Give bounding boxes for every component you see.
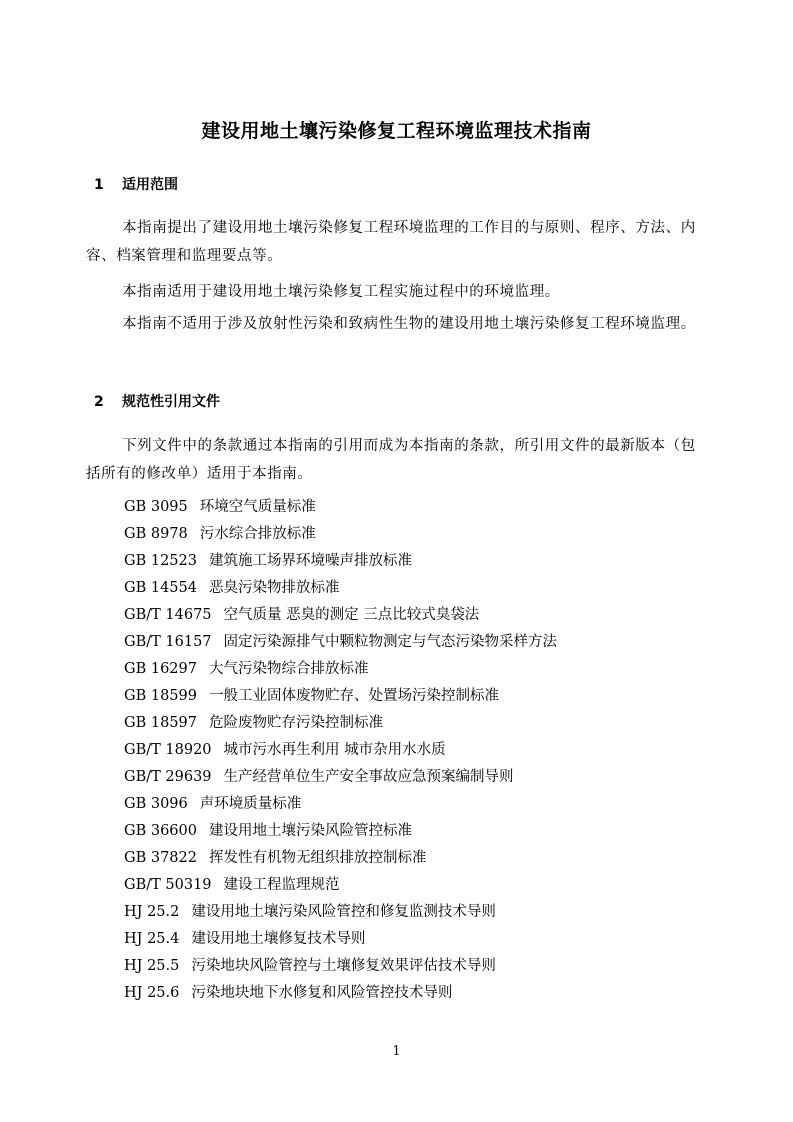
reference-name: 挥发性有机物无组织排放控制标准 (208, 850, 427, 866)
reference-name: 污水综合排放标准 (199, 526, 316, 542)
reference-code: GB/T 18920 (124, 742, 212, 758)
reference-name: 环境空气质量标准 (199, 499, 316, 515)
reference-code: GB/T 14675 (124, 607, 212, 623)
section-1-paragraph: 本指南提出了建设用地土壤污染修复工程环境监理的工作目的与原则、程序、方法、内容、档案管理和监理要点等。 (86, 220, 696, 264)
reference-item (124, 575, 557, 602)
reference-name: 危险废物贮存污染控制标准 (208, 715, 383, 731)
document-title: 建设用地土壤污染修复工程环境监理技术指南 (201, 120, 592, 142)
reference-item (124, 710, 557, 737)
reference-item (124, 656, 557, 683)
reference-name: 建设用地土壤污染风险管控标准 (208, 823, 412, 839)
reference-code: GB/T 29639 (124, 769, 212, 785)
section-1-paragraph: 本指南不适用于涉及放射性污染和致病性生物的建设用地土壤污染修复工程环境监理。 (122, 316, 696, 332)
reference-name: 一般工业固体废物贮存、处置场污染控制标准 (208, 688, 499, 704)
reference-code: GB 18599 (124, 688, 197, 704)
reference-code: GB 3095 (124, 499, 188, 515)
reference-item (124, 872, 557, 899)
reference-code: GB 3096 (124, 796, 188, 812)
reference-code: GB 8978 (124, 526, 188, 542)
reference-code: GB/T 16157 (124, 634, 212, 650)
reference-item (124, 953, 557, 980)
section-1-title: 适用范围 (122, 177, 178, 193)
reference-code: GB 16297 (124, 661, 197, 677)
reference-name: 建设用地土壤修复技术导则 (191, 931, 366, 947)
reference-code: HJ 25.5 (124, 958, 180, 974)
section-2-title: 规范性引用文件 (122, 394, 220, 410)
reference-list (124, 494, 557, 1007)
reference-code: GB 36600 (124, 823, 197, 839)
reference-name: 恶臭污染物排放标准 (208, 580, 340, 596)
reference-item (124, 899, 557, 926)
section-2-heading (94, 392, 220, 412)
reference-item (124, 791, 557, 818)
section-2-intro: 下列文件中的条款通过本指南的引用而成为本指南的条款，所引用文件的最新版本（包括所有的修改单）适用于本指南。 (86, 438, 696, 482)
reference-item (124, 548, 557, 575)
reference-name: 城市污水再生利用 城市杂用水水质 (223, 742, 446, 758)
reference-code: GB 12523 (124, 553, 197, 569)
reference-item (124, 926, 557, 953)
reference-name: 污染地块地下水修复和风险管控技术导则 (191, 985, 453, 1001)
reference-item (124, 521, 557, 548)
reference-code: GB 14554 (124, 580, 197, 596)
reference-code: GB 37822 (124, 850, 197, 866)
reference-item (124, 980, 557, 1007)
reference-name: 建筑施工场界环境噪声排放标准 (208, 553, 412, 569)
section-1-heading (94, 175, 178, 195)
section-1-number: 1 (94, 177, 104, 193)
reference-item (124, 737, 557, 764)
reference-name: 污染地块风险管控与土壤修复效果评估技术导则 (191, 958, 496, 974)
reference-name: 生产经营单位生产安全事故应急预案编制导则 (223, 769, 514, 785)
section-1-paragraph: 本指南适用于建设用地土壤污染修复工程实施过程中的环境监理。 (122, 284, 560, 300)
reference-item (124, 602, 557, 629)
reference-name: 固定污染源排气中颗粒物测定与气态污染物采样方法 (223, 634, 558, 650)
reference-name: 建设工程监理规范 (223, 877, 340, 893)
section-2-number: 2 (94, 394, 104, 410)
reference-item (124, 845, 557, 872)
reference-item (124, 683, 557, 710)
reference-name: 建设用地土壤污染风险管控和修复监测技术导则 (191, 904, 496, 920)
reference-name: 空气质量 恶臭的测定 三点比较式臭袋法 (223, 607, 480, 623)
reference-code: HJ 25.2 (124, 904, 180, 920)
reference-item (124, 494, 557, 521)
reference-code: HJ 25.4 (124, 931, 180, 947)
reference-item (124, 629, 557, 656)
reference-item (124, 764, 557, 791)
reference-name: 声环境质量标准 (199, 796, 302, 812)
reference-code: GB/T 50319 (124, 877, 212, 893)
reference-name: 大气污染物综合排放标准 (208, 661, 369, 677)
reference-item (124, 818, 557, 845)
page-number: 1 (392, 1044, 401, 1059)
reference-code: GB 18597 (124, 715, 197, 731)
reference-code: HJ 25.6 (124, 985, 180, 1001)
